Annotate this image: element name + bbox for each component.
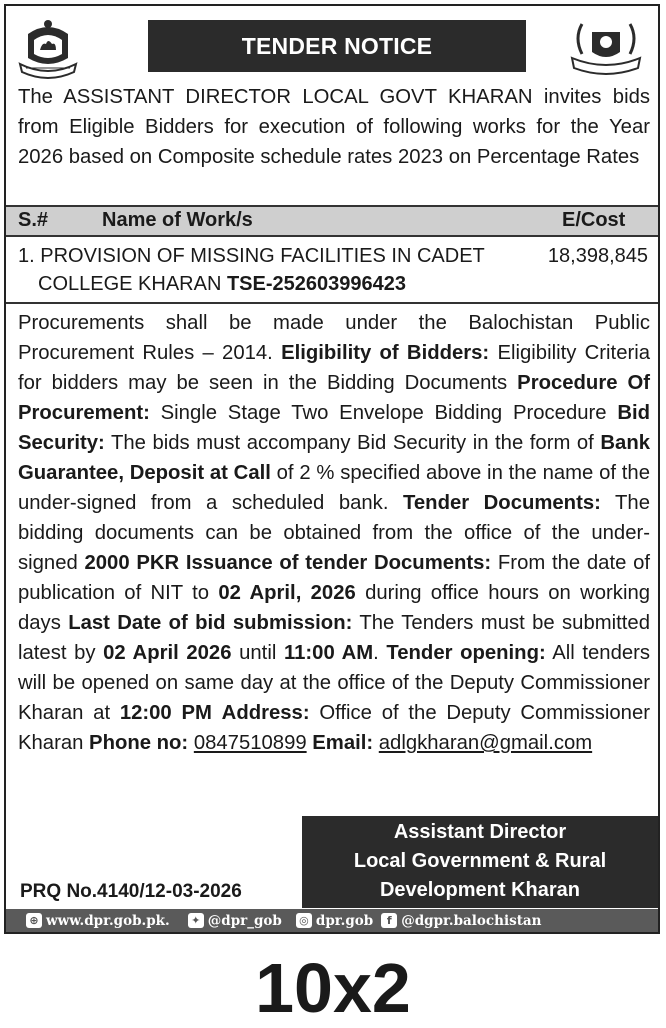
tse-number: TSE-252603996423: [226, 273, 406, 295]
table-header: [6, 207, 658, 235]
terms-text: Procurements shall be made under the Balochistan Public Procurement Rules – 2014. Eligibility of Bidders: Eligibility Criteria for bidders may be seen in the Bidding Documents Procedure Of Procurement: Single Stage Two Envelope Bidding Procedure Bid Security: The bids must accompany Bid Security in the form of Bank Guarantee, Deposit at Call of 2 % specified above in the name of the under-signed from a scheduled bank. Tender Documents: The bidding documents can be obtained from the office of the under-signed 2000 PKR Issuance of tender Documents: From the date of publication of NIT to 02 April, 2026 during office hours on working days Last Date of bid submission: The Tenders must be submitted latest by 02 April 2026 until 11:00 AM. Tender opening: All tenders will be opened on same day at the office of the Deputy Commissioner Kharan at 12:00 PM Address: Office of the Deputy Commissioner Kharan Phone no: 0847510899 Email: adlgkharan@gmail.com: [18, 312, 651, 754]
intro-text: The ASSISTANT DIRECTOR LOCAL GOVT KHARAN invites bids from Eligible Bidders for execution of following works for the Year 2026 based on Composite schedule rates 2023 on Percentage Rates: [18, 86, 650, 168]
globe-icon: ⊕: [26, 913, 42, 928]
facebook-link[interactable]: @dgpr.balochistan: [401, 912, 542, 929]
divider: [6, 302, 658, 304]
work-name-line2: COLLEGE KHARAN TSE-252603996423: [38, 273, 406, 295]
dgpr-emblem-icon: [564, 14, 648, 80]
col-name: Name of Work/s: [102, 209, 253, 231]
page-title: TENDER NOTICE: [148, 20, 526, 72]
tender-notice: [4, 4, 660, 934]
instagram-icon: ◎: [296, 913, 312, 928]
instagram-link[interactable]: dpr.gob: [315, 912, 374, 929]
work-name-line1: 1. PROVISION OF MISSING FACILITIES IN CADET: [18, 245, 485, 267]
twitter-icon: ✦: [188, 913, 204, 928]
facebook-icon: f: [381, 913, 397, 928]
divider: [6, 235, 658, 237]
col-sno: S.#: [18, 209, 49, 231]
prq-number: PRQ No.4140/12-03-2026: [20, 881, 242, 902]
balochistan-emblem-icon: [12, 14, 84, 86]
website-link[interactable]: www.dpr.gob.pk.: [46, 912, 170, 929]
twitter-link[interactable]: @dpr_gob: [207, 912, 282, 929]
footer-bar: [6, 909, 658, 932]
email-link[interactable]: adlgkharan@gmail.com: [378, 732, 593, 754]
estimated-cost: 18,398,845: [547, 245, 648, 267]
table-row: [18, 242, 648, 298]
col-cost: E/Cost: [562, 209, 626, 231]
signature-block: Assistant Director Local Government & Rural Development Kharan: [302, 816, 658, 908]
phone-link[interactable]: 0847510899: [193, 732, 307, 754]
ad-size-label: 10x2: [255, 949, 411, 1027]
